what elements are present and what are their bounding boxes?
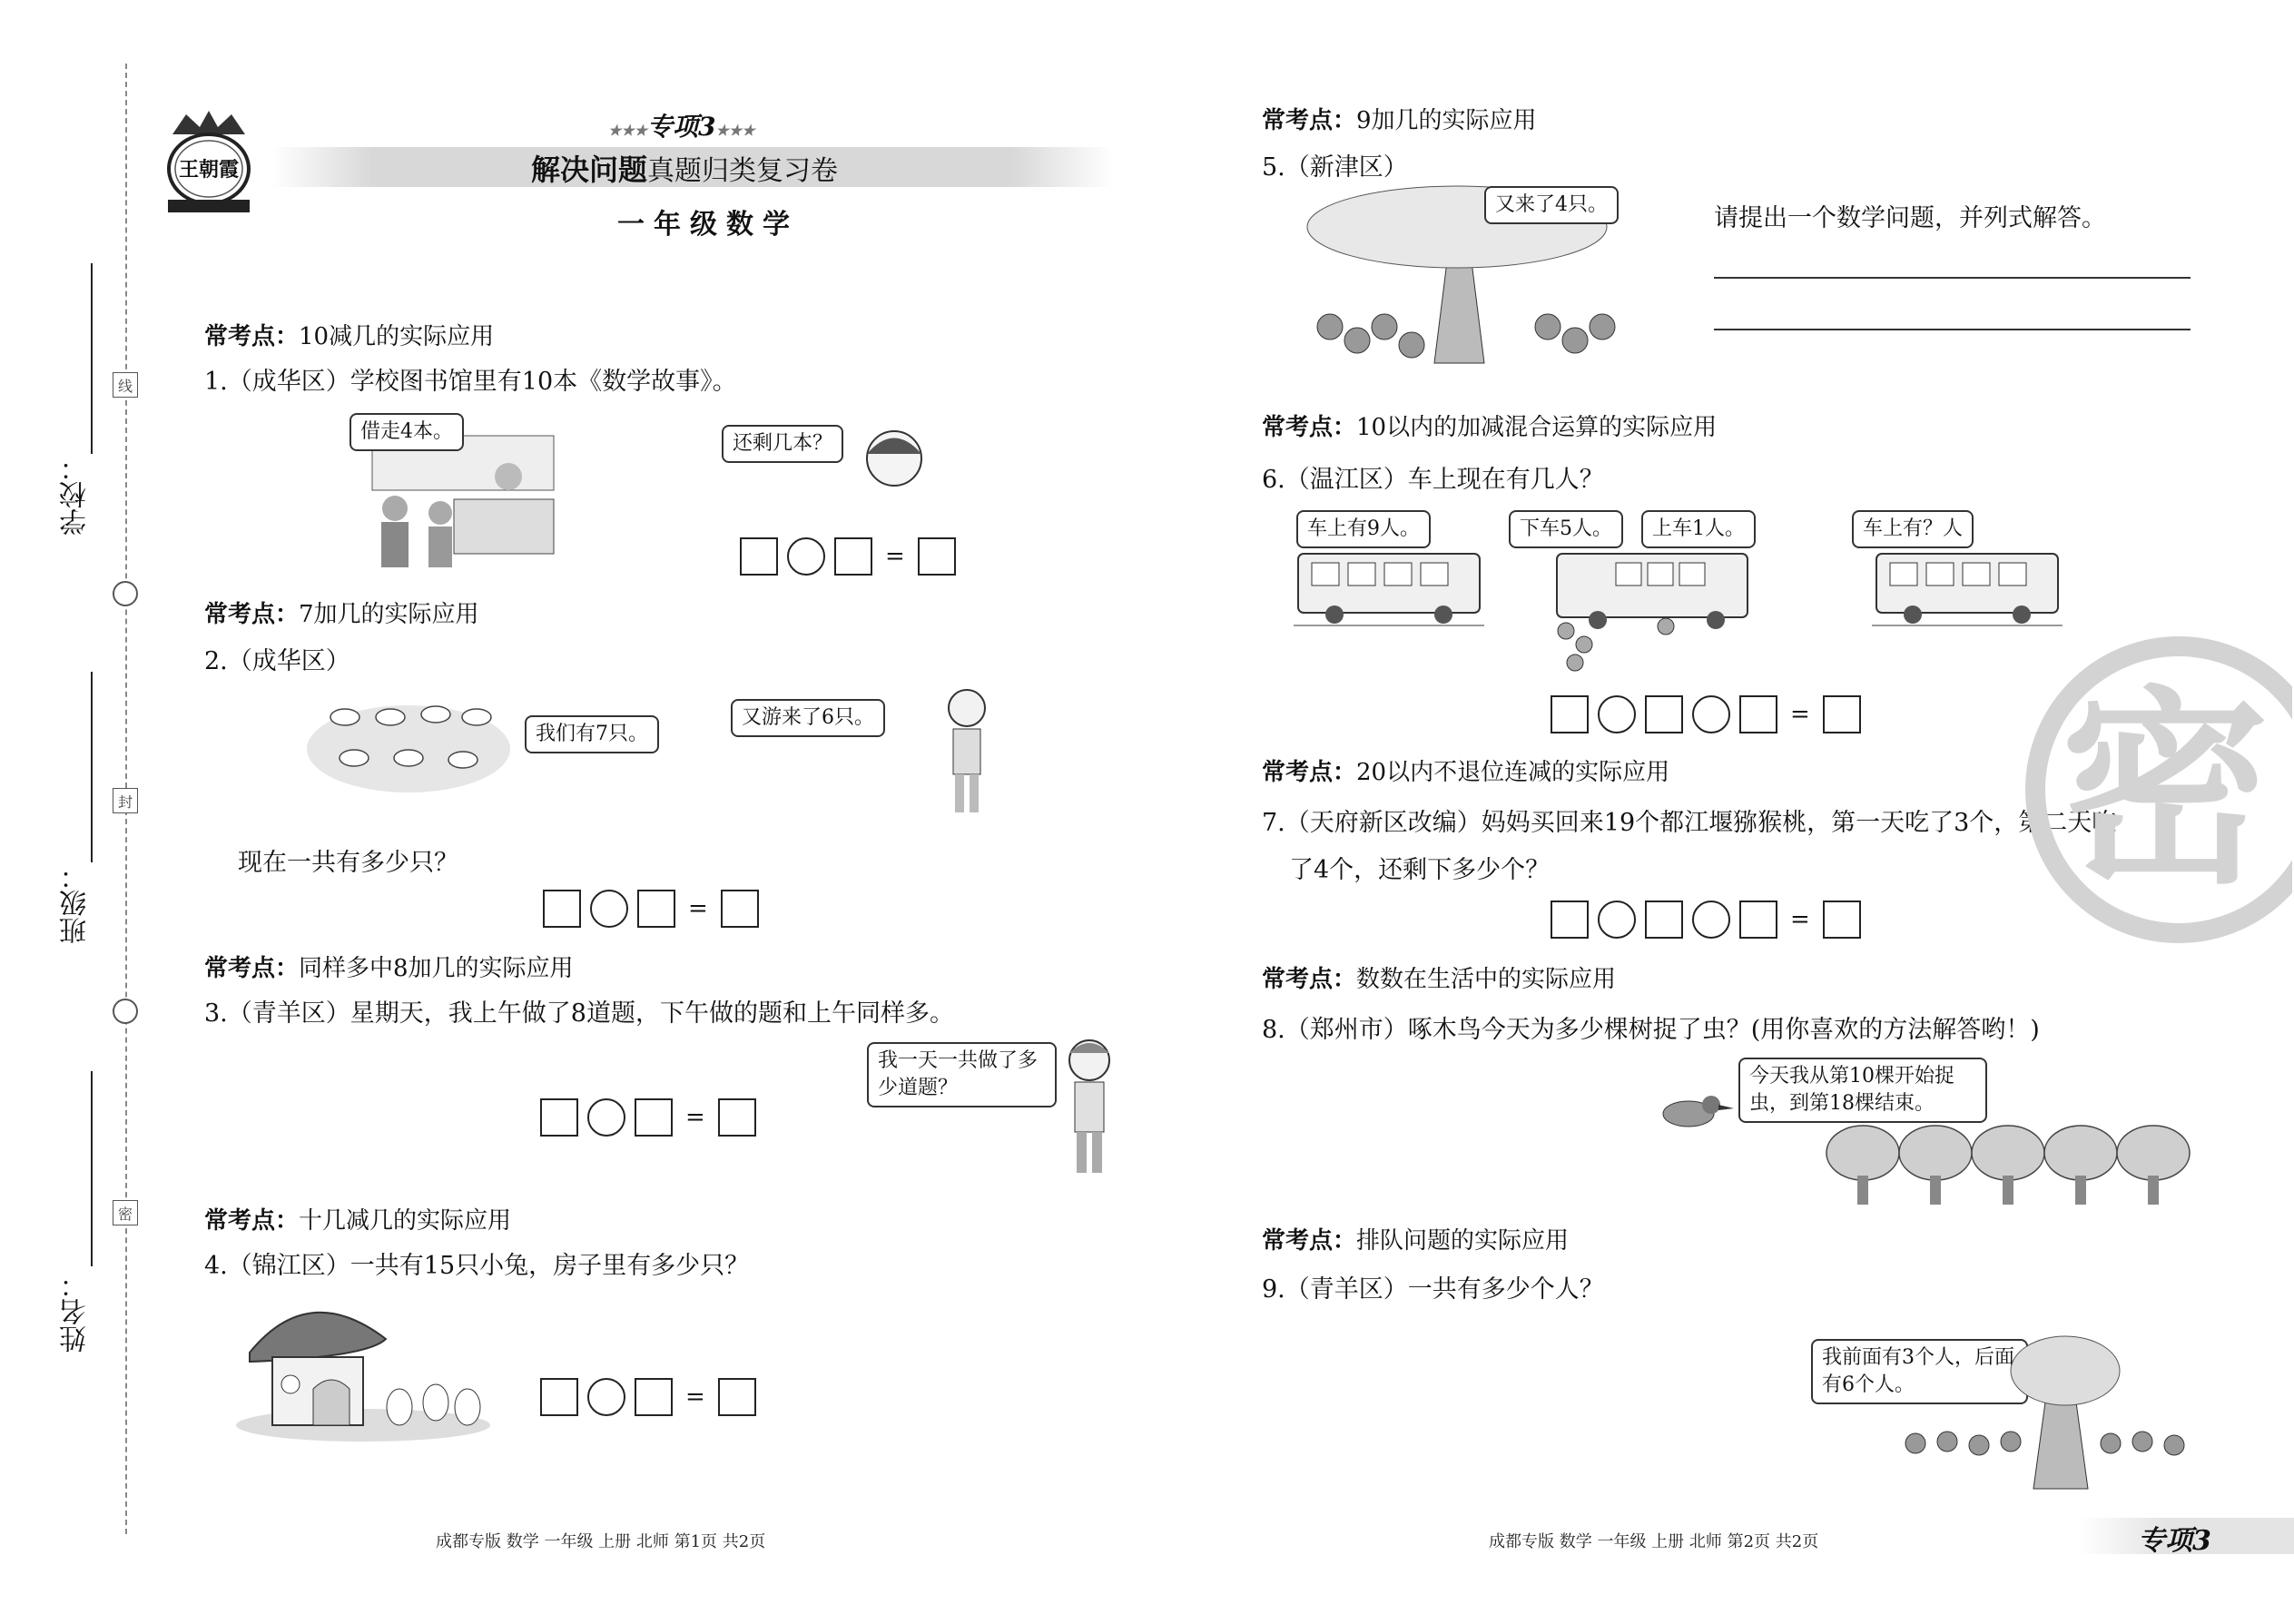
binding-strip bbox=[0, 0, 136, 1624]
question-7-cont: 了4个，还剩下多少个？ bbox=[1289, 856, 1551, 884]
school-label: 学校： bbox=[60, 454, 92, 536]
secret-watermark: 密 bbox=[2020, 635, 2292, 944]
answer-row[interactable]: = bbox=[540, 1098, 756, 1137]
answer-row[interactable]: = bbox=[543, 890, 759, 928]
class-field[interactable] bbox=[91, 672, 93, 862]
name-field[interactable] bbox=[91, 1071, 93, 1266]
speech-bubble: 又来了4只。 bbox=[1484, 186, 1619, 224]
section-heading: 常考点：10以内的加减混合运算的实际应用 bbox=[1262, 414, 1718, 441]
question-4: 4.（锦江区）一共有15只小兔，房子里有多少只？ bbox=[204, 1252, 750, 1280]
question-6: 6.（温江区）车上现在有几人？ bbox=[1262, 466, 1604, 494]
section-heading: 常考点：9加几的实际应用 bbox=[1262, 107, 1537, 134]
section-heading: 常考点：20以内不退位连减的实际应用 bbox=[1262, 759, 1670, 786]
question-7: 7.（天府新区改编）妈妈买回来19个都江堰猕猴桃，第一天吃了3个，第二天吃 bbox=[1262, 809, 2117, 837]
speech-bubble: 又游来了6只。 bbox=[731, 699, 885, 737]
speech-bubble: 还剩几本？ bbox=[722, 425, 843, 463]
school-field[interactable] bbox=[91, 263, 93, 454]
speech-bubble: 车上有9人。 bbox=[1296, 510, 1431, 548]
answer-line[interactable] bbox=[1714, 329, 2191, 330]
page-footer-left: 成都专版 数学 一年级 上册 北师 第1页 共2页 bbox=[436, 1532, 766, 1551]
answer-row[interactable]: = bbox=[1551, 901, 1861, 939]
class-label: 班级： bbox=[60, 862, 92, 944]
question-5-prompt: 请提出一个数学问题，并列式解答。 bbox=[1714, 204, 2106, 232]
bus-stop-illustration bbox=[1543, 549, 1752, 676]
topic-badge: ★★★专项3★★★ bbox=[608, 112, 755, 142]
section-heading: 常考点：10减几的实际应用 bbox=[204, 323, 495, 350]
corner-tag: 专项3 bbox=[2138, 1525, 2211, 1557]
speech-bubble: 借走4本。 bbox=[350, 413, 464, 451]
question-9: 9.（青羊区）一共有多少个人？ bbox=[1262, 1275, 1604, 1304]
speech-bubble: 我们有7只。 bbox=[525, 715, 659, 753]
speech-bubble: 上车1人。 bbox=[1641, 510, 1756, 548]
mushroom-house-illustration bbox=[231, 1289, 495, 1443]
question-2-prompt: 现在一共有多少只？ bbox=[238, 849, 458, 877]
page-subtitle: 一年级数学 bbox=[617, 209, 799, 241]
girl-illustration bbox=[853, 418, 935, 499]
page-title: 解决问题真题归类复习卷 bbox=[531, 153, 839, 187]
swans-illustration bbox=[304, 685, 513, 794]
cut-mark-seal: 封 bbox=[113, 788, 138, 813]
page-footer-right: 成都专版 数学 一年级 上册 北师 第2页 共2页 bbox=[1489, 1532, 1819, 1551]
answer-row[interactable]: = bbox=[740, 537, 956, 576]
logo-text: 王朝霞 bbox=[178, 158, 239, 182]
speech-bubble: 我前面有3个人，后面有6个人。 bbox=[1811, 1339, 2028, 1404]
section-heading: 常考点：排队问题的实际应用 bbox=[1262, 1227, 1570, 1255]
speech-bubble: 今天我从第10棵开始捉虫，到第18棵结束。 bbox=[1738, 1058, 1987, 1123]
section-heading: 常考点：7加几的实际应用 bbox=[204, 601, 479, 628]
question-3: 3.（青羊区）星期天，我上午做了8道题，下午做的题和上午同样多。 bbox=[204, 999, 954, 1028]
punch-hole-icon bbox=[113, 999, 138, 1024]
section-heading: 常考点：同样多中8加几的实际应用 bbox=[204, 955, 574, 982]
boy-illustration bbox=[935, 685, 999, 822]
speech-bubble: 车上有？人 bbox=[1852, 510, 1974, 548]
brand-logo bbox=[159, 107, 259, 216]
punch-hole-icon bbox=[113, 581, 138, 606]
cut-mark-line: 线 bbox=[113, 372, 138, 398]
cut-mark-secret: 密 bbox=[113, 1200, 138, 1225]
section-heading: 常考点：十几减几的实际应用 bbox=[204, 1207, 512, 1235]
question-2: 2.（成华区） bbox=[204, 647, 350, 675]
child-illustration bbox=[1053, 1035, 1126, 1180]
bus-illustration bbox=[1294, 549, 1484, 631]
question-1: 1.（成华区）学校图书馆里有10本《数学故事》。 bbox=[204, 368, 737, 396]
speech-bubble: 下车5人。 bbox=[1509, 510, 1623, 548]
question-5: 5.（新津区） bbox=[1262, 153, 1408, 182]
section-heading: 常考点：数数在生活中的实际应用 bbox=[1262, 966, 1617, 993]
question-8: 8.（郑州市）啄木鸟今天为多少棵树捉了虫？(用你喜欢的方法解答哟！) bbox=[1262, 1016, 2040, 1044]
answer-row[interactable]: = bbox=[1551, 695, 1861, 733]
trees-illustration bbox=[1825, 1121, 2197, 1207]
bus-illustration bbox=[1872, 549, 2063, 631]
woodpecker-illustration bbox=[1652, 1085, 1734, 1139]
answer-line[interactable] bbox=[1714, 277, 2191, 279]
queue-illustration bbox=[1897, 1334, 2206, 1498]
name-label: 姓名： bbox=[60, 1271, 92, 1353]
answer-row[interactable]: = bbox=[540, 1378, 756, 1416]
speech-bubble: 我一天一共做了多少道题？ bbox=[867, 1042, 1057, 1107]
